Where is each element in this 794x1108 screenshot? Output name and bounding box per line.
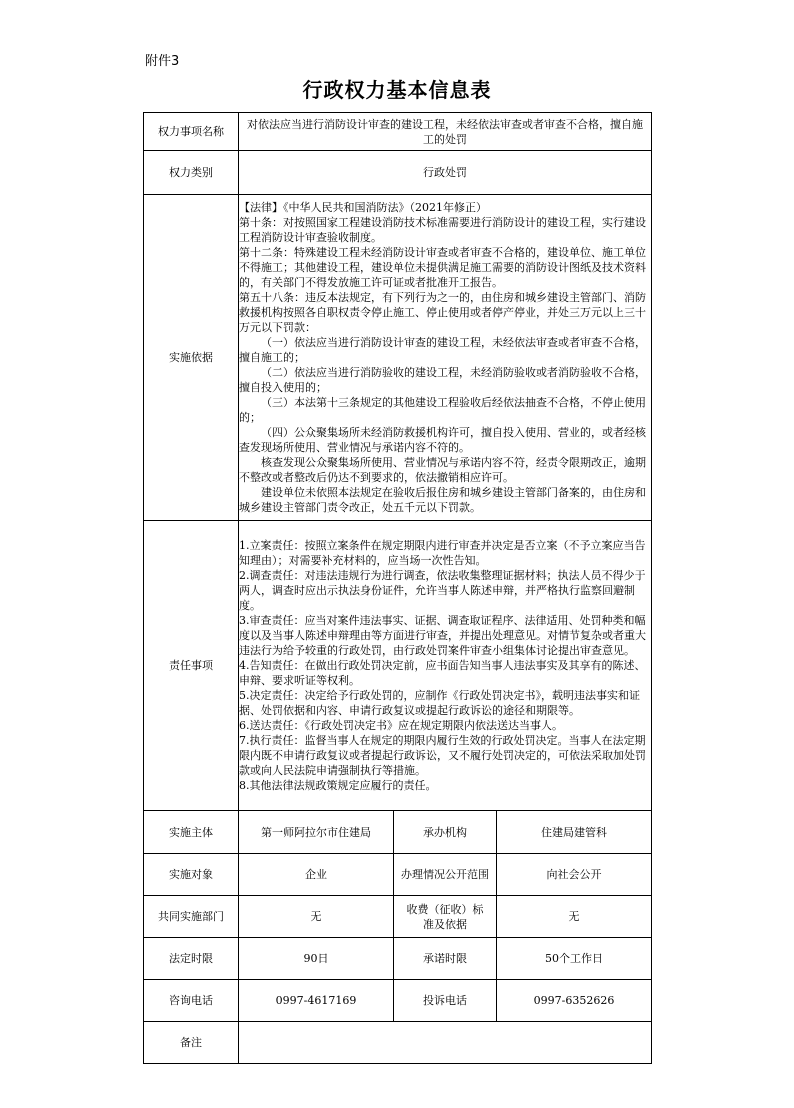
basis-item: （四）公众聚集场所未经消防救援机构许可，擅自投入使用、营业的，或者经核查发现场所使用、营业情况与承诺内容不符的。 [239,426,646,454]
responsibility-label: 责任事项 [144,521,239,811]
power-name-label: 权力事项名称 [144,113,239,151]
responsibility-content [239,521,652,811]
basis-paragraph: 第十二条：特殊建设工程未经消防设计审查或者审查不合格的，建设单位、施工单位不得施工；其他建设工程，建设单位未提供满足施工需要的消防设计图纸及技术资料的，有关部门不得发放施工许可证或者批准开工报告。 [239,246,646,289]
promised-time-value: 50个工作日 [497,938,652,980]
row-subject [144,811,652,854]
responsibility-item: 6.送达责任：《行政处罚决定书》应在规定期限内依法送达当事人。 [239,719,563,732]
target-label: 实施对象 [144,854,239,896]
remark-value [239,1022,652,1064]
responsibility-item: 3.审查责任：应当对案件违法事实、证据、调查取证程序、法律适用、处罚种类和幅度以及当事人陈述申辩理由等方面进行审查，并提出处理意见。对情节复杂或者重大违法行为给予较重的行政处罚，由行政处罚案件审查小组集体讨论提出审查意见。 [239,614,646,657]
power-type-value: 行政处罚 [239,151,652,195]
row-responsibility [144,521,652,811]
joint-dept-value: 无 [239,896,394,938]
row-power-name [144,113,652,151]
legal-time-value: 90日 [239,938,394,980]
power-type-label: 权力类别 [144,151,239,195]
row-joint [144,896,652,938]
agency-value: 住建局建管科 [497,811,652,854]
consult-phone-value: 0997-4617169 [239,980,394,1022]
row-power-type [144,151,652,195]
basis-paragraph: 第十条：对按照国家工程建设消防技术标准需要进行消防设计的建设工程，实行建设工程消防设计审查验收制度。 [239,216,646,244]
complaint-phone-value: 0997-6352626 [497,980,652,1022]
basis-content [239,195,652,521]
basis-law-title: 【法律】《中华人民共和国消防法》（2021年修正） [239,201,487,214]
row-remark [144,1022,652,1064]
basis-item: （一）依法应当进行消防设计审查的建设工程，未经依法审查或者审查不合格，擅自施工的； [239,336,646,364]
basis-paragraph: 第五十八条：违反本法规定，有下列行为之一的，由住房和城乡建设主管部门、消防救援机构按照各自职权责令停止施工、停止使用或者停产停业，并处三万元以上三十万元以下罚款： [239,291,646,334]
power-name-value: 对依法应当进行消防设计审查的建设工程，未经依法审查或者审查不合格，擅自施工的处罚 [239,113,652,151]
consult-phone-label: 咨询电话 [144,980,239,1022]
agency-label: 承办机构 [394,811,497,854]
joint-dept-label: 共同实施部门 [144,896,239,938]
basis-item: 核查发现公众聚集场所使用、营业情况与承诺内容不符，经责令限期改正，逾期不整改或者整改后仍达不到要求的，依法撤销相应许可。 [239,456,646,484]
row-time-limit [144,938,652,980]
disclosure-label: 办理情况公开范围 [394,854,497,896]
disclosure-value: 向社会公开 [497,854,652,896]
row-phone [144,980,652,1022]
responsibility-item: 8.其他法律法规政策规定应履行的责任。 [239,779,437,792]
row-target [144,854,652,896]
basis-item: （二）依法应当进行消防验收的建设工程，未经消防验收或者消防验收不合格，擅自投入使用的； [239,366,646,394]
promised-time-label: 承诺时限 [394,938,497,980]
legal-time-label: 法定时限 [144,938,239,980]
basis-label: 实施依据 [144,195,239,521]
row-basis [144,195,652,521]
basis-item: （三）本法第十三条规定的其他建设工程验收后经依法抽查不合格，不停止使用的； [239,396,646,424]
remark-label: 备注 [144,1022,239,1064]
info-table [143,112,652,1064]
fee-label: 收费（征收）标准及依据 [394,896,497,938]
responsibility-item: 5.决定责任：决定给予行政处罚的，应制作《行政处罚决定书》，载明违法事实和证据、处罚依据和内容、申请行政复议或提起行政诉讼的途径和期限等。 [239,689,640,717]
subject-label: 实施主体 [144,811,239,854]
attachment-label: 附件3 [145,54,180,69]
responsibility-item: 1.立案责任：按照立案条件在规定期限内进行审查并决定是否立案（不予立案应当告知理由）；对需要补充材料的，应当场一次性告知。 [239,539,646,567]
fee-value: 无 [497,896,652,938]
responsibility-item: 7.执行责任：监督当事人在规定的期限内履行生效的行政处罚决定。当事人在法定期限内既不申请行政复议或者提起行政诉讼，又不履行处罚决定的，可依法采取加处罚款或向人民法院申请强制执行等措施。 [239,734,646,777]
responsibility-item: 2.调查责任：对违法违规行为进行调查，依法收集整理证据材料；执法人员不得少于两人，调查时应出示执法身份证件，允许当事人陈述申辩，并严格执行监察回避制度。 [239,569,646,612]
responsibility-item: 4.告知责任：在做出行政处罚决定前，应书面告知当事人违法事实及其享有的陈述、申辩、要求听证等权利。 [239,659,646,687]
target-value: 企业 [239,854,394,896]
subject-value: 第一师阿拉尔市住建局 [239,811,394,854]
page-title: 行政权力基本信息表 [302,78,492,102]
complaint-phone-label: 投诉电话 [394,980,497,1022]
basis-item: 建设单位未依照本法规定在验收后报住房和城乡建设主管部门备案的，由住房和城乡建设主管部门责令改正，处五千元以下罚款。 [239,486,646,514]
